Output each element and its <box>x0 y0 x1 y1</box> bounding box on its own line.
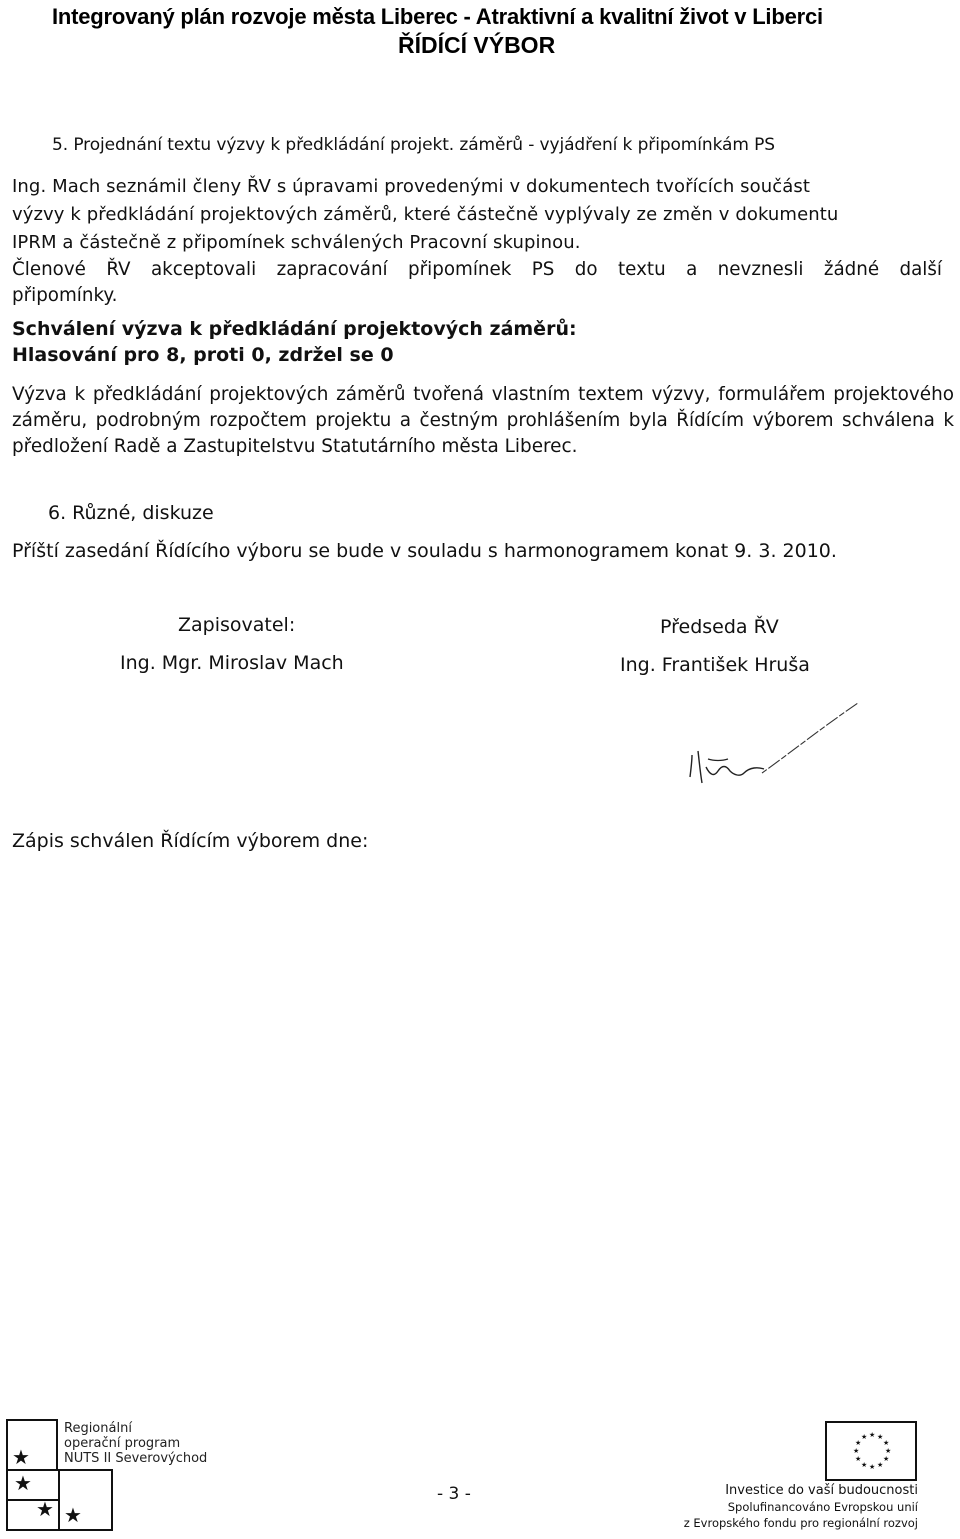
paragraph-1-line-1: Ing. Mach seznámil členy ŘV s úpravami provedenými v dokumentech tvořících součást <box>12 176 811 197</box>
svg-text:★: ★ <box>877 1461 884 1469</box>
star-icon: ★ <box>12 1445 30 1469</box>
svg-text:★: ★ <box>861 1461 868 1469</box>
eu-line-2: Spolufinancováno Evropskou unií <box>727 1500 918 1514</box>
svg-text:★: ★ <box>869 1431 876 1439</box>
page-number: - 3 - <box>437 1484 471 1504</box>
eu-text <box>630 1483 918 1531</box>
svg-text:★: ★ <box>869 1463 876 1471</box>
svg-text:★: ★ <box>885 1447 892 1455</box>
svg-text:★: ★ <box>883 1439 890 1447</box>
section-6-heading: 6. Různé, diskuze <box>48 502 214 524</box>
vote-result: Hlasování pro 8, proti 0, zdržel se 0 <box>12 344 394 366</box>
document-title: Integrovaný plán rozvoje města Liberec - Atraktivní a kvalitní život v Liberci <box>52 4 823 29</box>
eu-line-1: Investice do vaší budoucnosti <box>725 1483 918 1498</box>
paragraph-1-line-3: IPRM a částečně z připomínek schválených Pracovní skupinou. <box>12 232 581 253</box>
svg-text:★: ★ <box>855 1455 862 1463</box>
rop-logo-top <box>6 1419 58 1471</box>
star-icon: ★ <box>14 1471 32 1495</box>
star-icon: ★ <box>64 1503 82 1527</box>
chairman-label: Předseda ŘV <box>660 616 779 638</box>
svg-text:★: ★ <box>855 1439 862 1447</box>
rop-line-3: NUTS II Severovýchod <box>64 1451 208 1466</box>
rop-line-1: Regionální <box>64 1421 132 1436</box>
rop-text <box>64 1421 207 1466</box>
svg-text:★: ★ <box>853 1447 860 1455</box>
section-5-paragraph-1 <box>12 173 957 257</box>
section-6-text: Příští zasedání Řídícího výboru se bude v souladu s harmonogramem konat 9. 3. 2010. <box>12 540 837 562</box>
approval-date-line: Zápis schválen Řídícím výborem dne: <box>12 830 369 852</box>
chairman-name: Ing. František Hruša <box>620 654 810 676</box>
rop-logo-bottom <box>6 1469 113 1531</box>
eu-flag-icon <box>825 1421 917 1481</box>
recorder-label: Zapisovatel: <box>178 614 296 636</box>
eu-line-3: z Evropského fondu pro regionální rozvoj <box>683 1516 918 1530</box>
svg-text:★: ★ <box>883 1455 890 1463</box>
svg-text:★: ★ <box>861 1433 868 1441</box>
star-icon: ★ <box>36 1497 54 1521</box>
recorder-name: Ing. Mgr. Miroslav Mach <box>120 652 344 674</box>
approval-title: Schválení výzva k předkládání projektových záměrů: <box>12 318 577 340</box>
section-5-paragraph-3: Výzva k předkládání projektových záměrů tvořená vlastním textem výzvy, formulářem projektového záměru, podrobným rozpočtem projektu a čestným prohlášením byla Řídícím výborem schválena k předložení Radě a Zastupitelstvu Statutárního města Liberec. <box>12 384 954 457</box>
section-5-paragraph-2: Členové ŘV akceptovali zapracování připomínek PS do textu a nevznesli žádné další připomínky. <box>12 259 942 306</box>
handwritten-signature <box>670 695 870 795</box>
section-5-heading: 5. Projednání textu výzvy k předkládání projekt. záměrů - vyjádření k připomínkám PS <box>52 135 775 155</box>
rop-line-2: operační program <box>64 1436 181 1451</box>
svg-text:★: ★ <box>877 1433 884 1441</box>
paragraph-1-line-2: výzvy k předkládání projektových záměrů, které částečně vyplývaly ze změn v dokumentu <box>12 204 839 225</box>
document-subtitle: ŘÍDÍCÍ VÝBOR <box>398 32 556 58</box>
